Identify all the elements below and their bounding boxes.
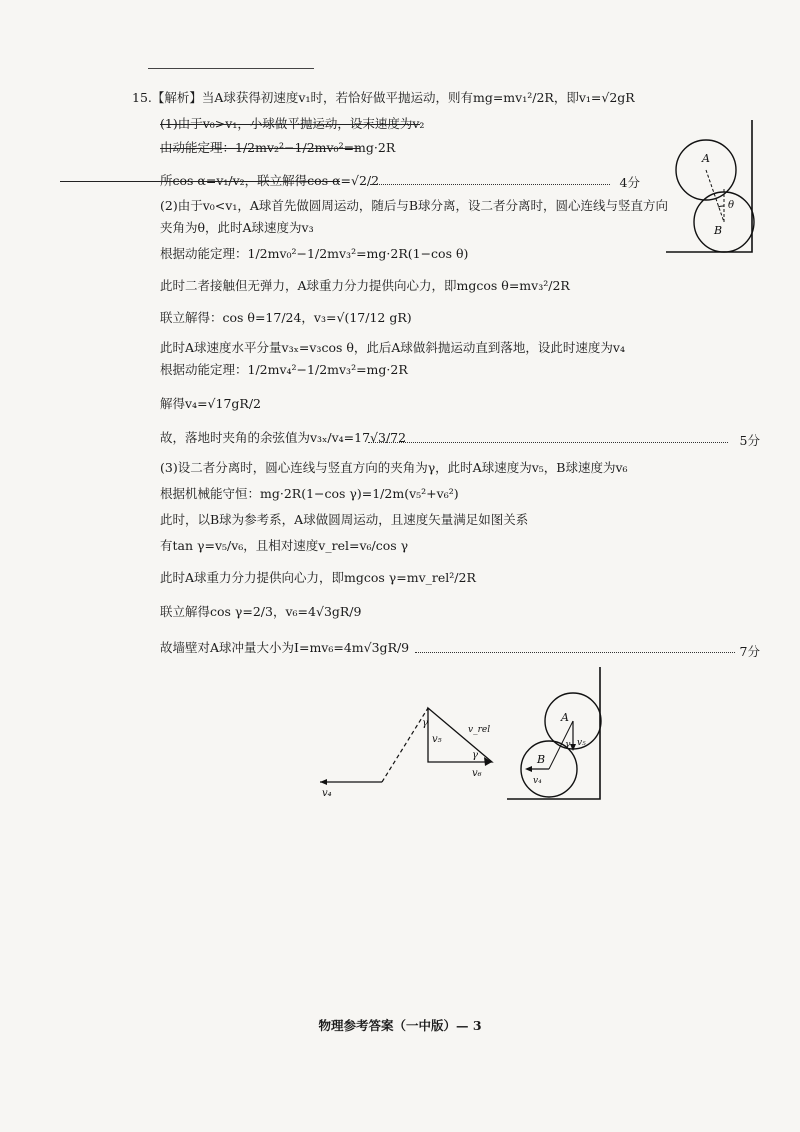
strike-line-1	[160, 124, 420, 125]
score-1: 4分	[619, 175, 640, 190]
line-part2-g: 根据动能定理：1/2mv₄²−1/2mv₃²=mg·2R	[160, 362, 408, 377]
label-gamma-bottom: γ	[472, 750, 478, 761]
label-v4: v₄	[322, 788, 332, 799]
label-b: B	[714, 224, 723, 237]
line-part2-c: 根据动能定理：1/2mv₀²−1/2mv₃²=mg·2R(1−cos θ)	[160, 246, 469, 261]
label-v5: v₅	[432, 734, 442, 745]
label-a: A	[702, 152, 710, 165]
line-part3-a: (3)设二者分离时，圆心连线与竖直方向的夹角为γ，此时A球速度为v₅，B球速度为v₆	[160, 460, 628, 475]
top-rule	[148, 68, 314, 69]
line-part3-d: 有tan γ=v₅/v₆，且相对速度v_rel=v₆/cos γ	[160, 538, 409, 553]
line-part2-b: 夹角为θ，此时A球速度为v₃	[160, 220, 314, 235]
line-part3-f: 联立解得cos γ=2/3，v₆=4√3gR/9	[160, 604, 362, 619]
line-part3-g: 故墙壁对A球冲量大小为I=mv₆=4m√3gR/9	[160, 640, 410, 655]
label-b: B	[537, 753, 546, 766]
label-gamma: γ	[565, 740, 571, 750]
line-part2-a: (2)由于v₀<v₁，A球首先做圆周运动，随后与B球分离，设二者分离时，圆心连线与竖直方向	[160, 198, 669, 213]
label-v6: v₆	[472, 768, 482, 779]
line-intro: 15.【解析】当A球获得初速度v₁时，若恰好做平抛运动，则有mg=mv₁²/2R，即v₁=√2gR	[132, 90, 635, 105]
label-v5: v₅	[577, 738, 586, 748]
line-part3-c: 此时，以B球为参考系，A球做圆周运动，且速度矢量满足如图关系	[160, 512, 529, 527]
dots-3	[415, 652, 735, 653]
line-part3-b: 根据机械能守恒：mg·2R(1−cos γ)=1/2m(v₅²+v₆²)	[160, 486, 459, 501]
dots-1	[370, 184, 610, 185]
strike-line-3	[60, 181, 340, 182]
line-part1-c: 所cos α=v₁/v₂，联立解得cos α=√2/2	[160, 173, 380, 188]
label-v4: v₄	[533, 776, 542, 786]
label-gamma-top: γ	[422, 718, 428, 729]
figure-balls-separation	[660, 118, 770, 258]
figure-velocity-vectors	[318, 700, 508, 800]
label-a: A	[561, 711, 569, 724]
label-vrel: v_rel	[468, 725, 491, 735]
line-part1-b: 由动能定理：1/2mv₂²−1/2mv₀²=mg·2R	[160, 140, 396, 155]
line-part2-f: 此时A球速度水平分量v₃ₓ=v₃cos θ，此后A球做斜抛运动直到落地，设此时速度为v₄	[160, 340, 625, 355]
line-part2-e: 联立解得：cos θ=17/24，v₃=√(17/12 gR)	[160, 310, 412, 325]
dots-2	[368, 442, 728, 443]
score-2: 5分	[739, 433, 760, 448]
line-part2-d: 此时二者接触但无弹力，A球重力分力提供向心力，即mgcos θ=mv₃²/2R	[160, 278, 570, 293]
line-part3-e: 此时A球重力分力提供向心力，即mgcos γ=mv_rel²/2R	[160, 570, 476, 585]
figure-balls-velocity	[505, 665, 610, 805]
strike-line-2	[160, 148, 360, 149]
line-part2-i: 故，落地时夹角的余弦值为v₃ₓ/v₄=17√3/72	[160, 430, 407, 445]
line-part1-a: (1)由于v₀>v₁，小球做平抛运动，设末速度为v₂	[160, 116, 425, 131]
score-3: 7分	[739, 644, 760, 659]
page-footer: 物理参考答案（一中版）— 3	[318, 1018, 482, 1033]
label-theta: θ	[728, 200, 735, 211]
line-part2-h: 解得v₄=√17gR/2	[160, 396, 261, 411]
